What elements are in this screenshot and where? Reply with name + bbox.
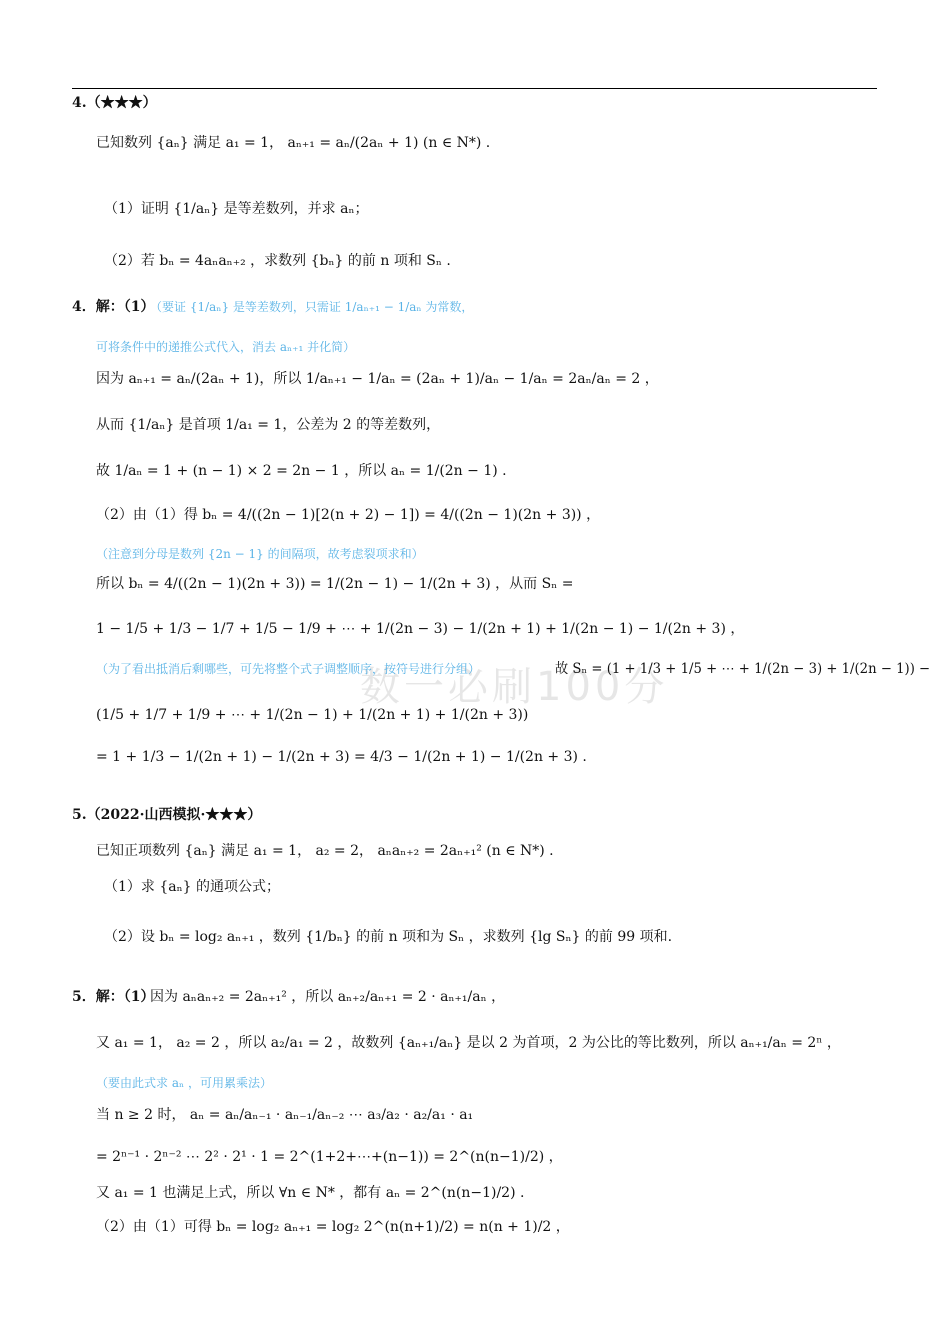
solution-5-line-6: （2）由（1）可得 bₙ = log₂ aₙ₊₁ = log₂ 2^(n(n+1)/2) = n(n + 1)/2 ， bbox=[96, 1219, 570, 1235]
solution-4-line-6: 1 − 1/5 + 1/3 − 1/7 + 1/5 − 1/9 + ⋯ + 1/(2n − 3) − 1/(2n + 1) + 1/(2n − 1) − 1/(2n + 3) ， bbox=[96, 621, 745, 637]
solution-4-head: 4．解：（1） bbox=[72, 299, 155, 315]
problem-4-header: 4.（★★★） bbox=[72, 95, 157, 111]
solution-4-hint-3: （注意到分母是数列 {2n − 1} 的间隔项，故考虑裂项求和） bbox=[96, 547, 424, 561]
solution-5-line-4: = 2ⁿ⁻¹ · 2ⁿ⁻² ⋯ 2² · 2¹ · 1 = 2^(1+2+⋯+(n−1)) = 2^(n(n−1)/2) ， bbox=[96, 1149, 563, 1165]
solution-5-line-3: 当 n ≥ 2 时， aₙ = aₙ/aₙ₋₁ · aₙ₋₁/aₙ₋₂ ⋯ a₃/a₂ · a₂/a₁ · a₁ bbox=[96, 1107, 474, 1123]
solution-4-line-7: 故 Sₙ = (1 + 1/3 + 1/5 + ⋯ + 1/(2n − 3) + 1/(2n − 1)) − bbox=[555, 661, 931, 677]
watermark: 数一必刷100分 bbox=[360, 664, 669, 710]
solution-5-line-5: 又 a₁ = 1 也满足上式，所以 ∀n ∈ N* ，都有 aₙ = 2^(n(n−1)/2) . bbox=[96, 1185, 525, 1201]
solution-5-line-2: 又 a₁ = 1， a₂ = 2 ，所以 a₂/a₁ = 2 ，故数列 {aₙ₊₁/aₙ} 是以 2 为首项，2 为公比的等比数列，所以 aₙ₊₁/aₙ = 2ⁿ ， bbox=[96, 1035, 841, 1051]
problem-4-q2: （2）若 bₙ = 4aₙaₙ₊₂ ，求数列 {bₙ} 的前 n 项和 Sₙ . bbox=[104, 253, 451, 269]
problem-4-stem: 已知数列 {aₙ} 满足 a₁ = 1， aₙ₊₁ = aₙ/(2aₙ + 1) (n ∈ N*) . bbox=[96, 135, 491, 151]
solution-4-hint-4: （为了看出抵消后剩哪些，可先将整个式子调整顺序，按符号进行分组） bbox=[96, 662, 481, 676]
problem-5-q2: （2）设 bₙ = log₂ aₙ₊₁ ，数列 {1/bₙ} 的前 n 项和为 Sₙ ，求数列 {lg Sₙ} 的前 99 项和. bbox=[104, 929, 673, 945]
solution-4-line-3: 故 1/aₙ = 1 + (n − 1) × 2 = 2n − 1 ，所以 aₙ = 1/(2n − 1) . bbox=[96, 463, 507, 479]
problem-4-q1: （1）证明 {1/aₙ} 是等差数列，并求 aₙ； bbox=[104, 201, 369, 217]
solution-4-line-5: 所以 bₙ = 4/((2n − 1)(2n + 3)) = 1/(2n − 1) − 1/(2n + 3) ，从而 Sₙ = bbox=[96, 576, 574, 592]
solution-4-line-8: (1/5 + 1/7 + 1/9 + ⋯ + 1/(2n − 1) + 1/(2n + 1) + 1/(2n + 3)) bbox=[96, 707, 529, 723]
solution-5-line-1: 因为 aₙaₙ₊₂ = 2aₙ₊₁² ，所以 aₙ₊₂/aₙ₊₁ = 2 · aₙ₊₁/aₙ ， bbox=[150, 989, 506, 1005]
solution-4-line-2: 从而 {1/aₙ} 是首项 1/a₁ = 1，公差为 2 的等差数列， bbox=[96, 417, 441, 433]
problem-5-stem: 已知正项数列 {aₙ} 满足 a₁ = 1， a₂ = 2， aₙaₙ₊₂ = 2aₙ₊₁² (n ∈ N*) . bbox=[96, 843, 554, 859]
solution-4-hint-2: 可将条件中的递推公式代入，消去 aₙ₊₁ 并化简） bbox=[96, 340, 356, 354]
problem-5-q1: （1）求 {aₙ} 的通项公式； bbox=[104, 879, 281, 895]
solution-4-line-9: = 1 + 1/3 − 1/(2n + 1) − 1/(2n + 3) = 4/3 − 1/(2n + 1) − 1/(2n + 3) . bbox=[96, 749, 587, 765]
solution-4-line-4: （2）由（1）得 bₙ = 4/((2n − 1)[2(n + 2) − 1]) = 4/((2n − 1)(2n + 3)) ， bbox=[96, 507, 601, 523]
top-rule bbox=[72, 88, 877, 89]
problem-5-header: 5.（2022·山西模拟·★★★） bbox=[72, 807, 262, 823]
solution-5-head: 5．解：（1） bbox=[72, 989, 155, 1005]
solution-4-line-1: 因为 aₙ₊₁ = aₙ/(2aₙ + 1)，所以 1/aₙ₊₁ − 1/aₙ = (2aₙ + 1)/aₙ − 1/aₙ = 2aₙ/aₙ = 2 ， bbox=[96, 371, 659, 387]
solution-5-hint: （要由此式求 aₙ ，可用累乘法） bbox=[96, 1076, 272, 1090]
solution-4-hint-1: （要证 {1/aₙ} 是等差数列，只需证 1/aₙ₊₁ − 1/aₙ 为常数， bbox=[150, 300, 474, 314]
